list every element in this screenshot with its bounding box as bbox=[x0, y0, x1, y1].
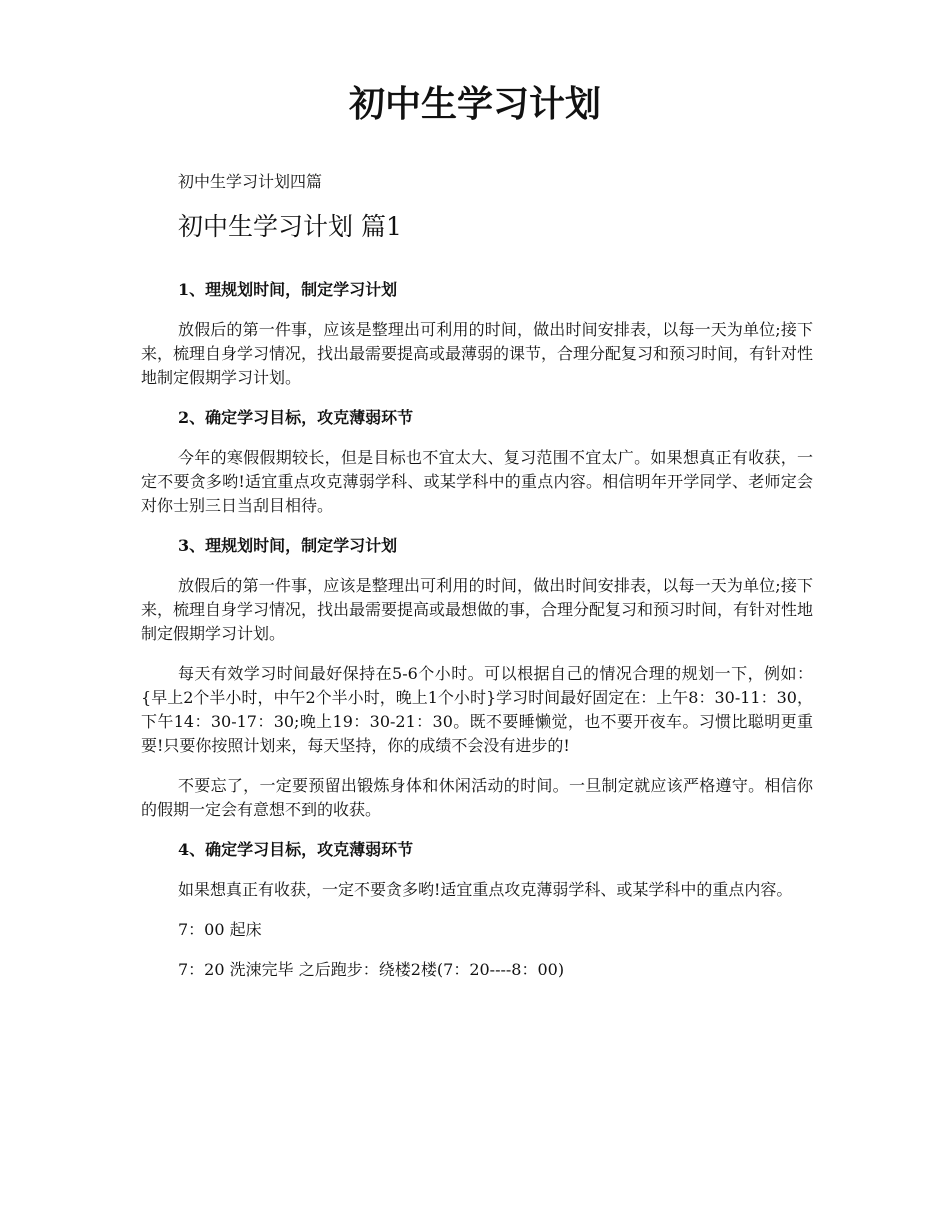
item-heading-4: 4、确定学习目标，攻克薄弱环节 bbox=[178, 840, 414, 859]
item-heading-1: 1、理规划时间，制定学习计划 bbox=[178, 280, 398, 299]
document-body bbox=[141, 278, 813, 998]
item-heading-3: 3、理规划时间，制定学习计划 bbox=[178, 536, 398, 555]
body-paragraph: 如果想真正有收获，一定不要贪多哟!适宜重点攻克薄弱学科、或某学科中的重点内容。 bbox=[178, 880, 793, 899]
body-paragraph: 放假后的第一件事，应该是整理出可利用的时间，做出时间安排表，以每一天为单位;接下来，梳理自身学习情况，找出最需要提高或最想做的事，合理分配复习和预习时间，有针对性地制定假期学习计划。 bbox=[141, 576, 814, 643]
document-subtitle: 初中生学习计划四篇 bbox=[178, 172, 323, 191]
item-heading-2: 2、确定学习目标，攻克薄弱环节 bbox=[178, 408, 414, 427]
section-heading: 初中生学习计划 篇1 bbox=[178, 212, 402, 241]
body-paragraph: 放假后的第一件事，应该是整理出可利用的时间，做出时间安排表，以每一天为单位;接下来，梳理自身学习情况，找出最需要提高或最薄弱的课节，合理分配复习和预习时间，有针对性地制定假期学习计划。 bbox=[141, 320, 814, 387]
body-paragraph: 今年的寒假假期较长，但是目标也不宜太大、复习范围不宜太广。如果想真正有收获，一定不要贪多哟!适宜重点攻克薄弱学科、或某学科中的重点内容。相信明年开学同学、老师定会对你士别三日当刮目相待。 bbox=[141, 448, 813, 515]
body-paragraph: 每天有效学习时间最好保持在5-6个小时。可以根据自己的情况合理的规划一下，例如：{早上2个半小时，中午2个半小时，晚上1个小时}学习时间最好固定在：上午8：30-11：30，下午14：30-17：30;晚上19：30-21：30。既不要睡懒觉，也不要开夜车。习惯比聪明更重要!只要你按照计划来，每天坚持，你的成绩不会没有进步的! bbox=[141, 664, 813, 755]
document-title: 初中生学习计划 bbox=[348, 83, 601, 125]
schedule-line: 7：20 洗涑完毕 之后跑步：绕楼2楼(7：20----8：00) bbox=[178, 960, 565, 979]
schedule-line: 7：00 起床 bbox=[178, 920, 262, 939]
body-paragraph: 不要忘了，一定要预留出锻炼身体和休闲活动的时间。一旦制定就应该严格遵守。相信你的假期一定会有意想不到的收获。 bbox=[141, 776, 813, 819]
